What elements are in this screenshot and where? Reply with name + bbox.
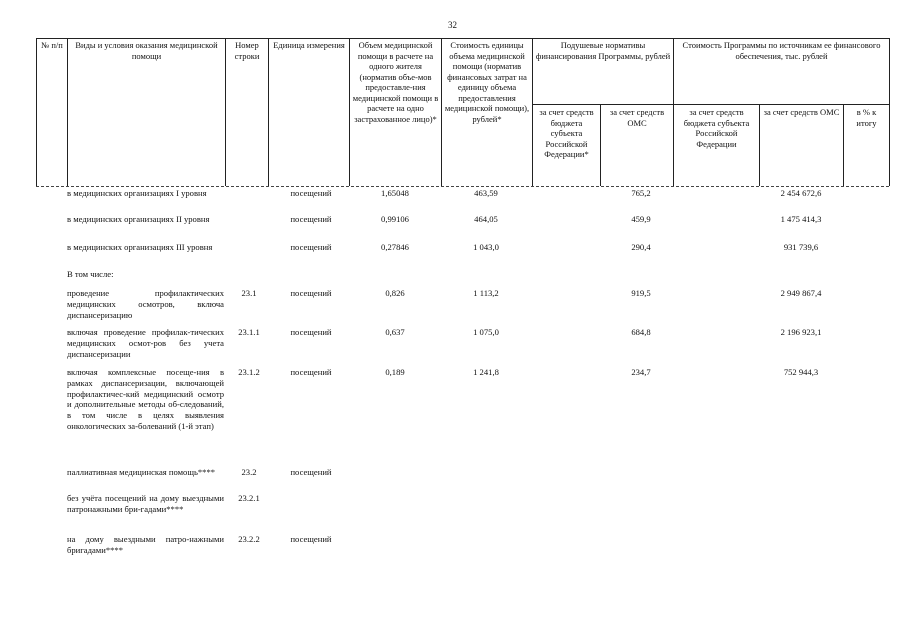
row-oms-total: 2 196 923,1	[780, 327, 822, 337]
row-unit: посещений	[290, 467, 332, 477]
row-number: 23.1	[241, 288, 257, 298]
row-volume: 0,637	[385, 327, 405, 337]
row-number: 23.2.2	[238, 534, 260, 544]
row-unit: посещений	[290, 367, 332, 377]
row-oms-per-capita: 765,2	[631, 188, 651, 198]
row-oms-total: 752 944,3	[783, 367, 819, 377]
row-oms-per-capita: 684,8	[631, 327, 651, 337]
header-col-unit: Единица измерения	[273, 40, 345, 50]
row-unit: посещений	[290, 214, 332, 224]
header-col-types: Виды и условия оказания медицинской помощи	[75, 40, 218, 61]
row-oms-total: 2 949 867,4	[780, 288, 822, 298]
row-volume: 0,27846	[381, 242, 409, 252]
row-cost: 1 075,0	[473, 327, 499, 337]
row-number: 23.1.1	[238, 327, 260, 337]
page-number: 32	[448, 20, 457, 30]
header-col-cost: Стоимость единицы объема медицинской помощи (норматив финансовых затрат на единицу объема предоставления медицинской помощи), рублей*	[444, 40, 530, 124]
row-cost: 1 241,8	[473, 367, 499, 377]
header-col-no: № п/п	[41, 40, 63, 50]
row-name: без учёта посещений на дому выездными патронажными бри-гадами****	[67, 493, 224, 514]
row-name: паллиативная медицинская помощь****	[67, 467, 216, 477]
row-unit: посещений	[290, 242, 332, 252]
row-oms-total: 931 739,6	[783, 242, 819, 252]
header-sub-budget-total: за счет средств бюджета субъекта Российской Федерации	[683, 107, 750, 149]
row-unit: посещений	[290, 188, 332, 198]
row-oms-per-capita: 234,7	[631, 367, 651, 377]
header-sub-percent: в % к итогу	[856, 107, 877, 128]
row-number: 23.1.2	[238, 367, 260, 377]
header-sub-oms-total: за счет средств ОМС	[763, 107, 840, 117]
row-oms-total: 1 475 414,3	[780, 214, 822, 224]
row-name: включая комплексные посеще-ния в рамках диспансеризации, включающей профилактичес-кий медицинский осмотр и дополнительные методы об-следований, в том числе в целях выявления онкологических за-болеваний (1-й этап)	[67, 367, 224, 431]
header-col-volume: Объем медицинской помощи в расчете на одного жителя (норматив объе-мов предоставле-ния медицинской помощи в расчете на одно застрахованное лицо)*	[352, 40, 439, 124]
row-oms-total: 2 454 672,6	[780, 188, 822, 198]
row-name: в медицинских организациях III уровня	[67, 242, 213, 252]
row-unit: посещений	[290, 534, 332, 544]
row-cost: 1 113,2	[473, 288, 499, 298]
row-volume: 0,826	[385, 288, 405, 298]
row-name: в медицинских организациях II уровня	[67, 214, 210, 224]
row-cost: 1 043,0	[473, 242, 499, 252]
row-oms-per-capita: 290,4	[631, 242, 651, 252]
header-bottom-line	[36, 186, 889, 187]
row-name: проведение профилактических медицинских осмотров, включа диспансеризацию	[67, 288, 224, 320]
row-name: в медицинских организациях I уровня	[67, 188, 207, 198]
header-col-row-number: Номер строки	[234, 40, 260, 61]
row-unit: посещений	[290, 327, 332, 337]
row-volume: 0,189	[385, 367, 405, 377]
row-name: на дому выездными патро-нажными бригадами****	[67, 534, 224, 555]
row-volume: 0,99106	[381, 214, 409, 224]
grid-line	[889, 38, 890, 186]
row-name: включая проведение профилак-тических медицинских осмот-ров без учета диспансеризации	[67, 327, 224, 359]
header-group-program-cost: Стоимость Программы по источникам ее финансового обеспечения, тыс. рублей	[682, 40, 881, 61]
row-cost: 464,05	[474, 214, 498, 224]
row-unit: посещений	[290, 288, 332, 298]
row-oms-per-capita: 459,9	[631, 214, 651, 224]
header-sub-budget: за счет средств бюджета субъекта Российской Федерации*	[539, 107, 594, 159]
row-volume: 1,65048	[381, 188, 409, 198]
row-number: 23.2.1	[238, 493, 260, 503]
row-oms-per-capita: 919,5	[631, 288, 651, 298]
header-sub-oms: за счет средств ОМС	[609, 107, 665, 128]
row-number: 23.2	[241, 467, 257, 477]
header-group-per-capita: Подушевые нормативы финансирования Программы, рублей	[535, 40, 671, 61]
row-name: В том числе:	[67, 269, 114, 279]
row-cost: 463,59	[474, 188, 498, 198]
